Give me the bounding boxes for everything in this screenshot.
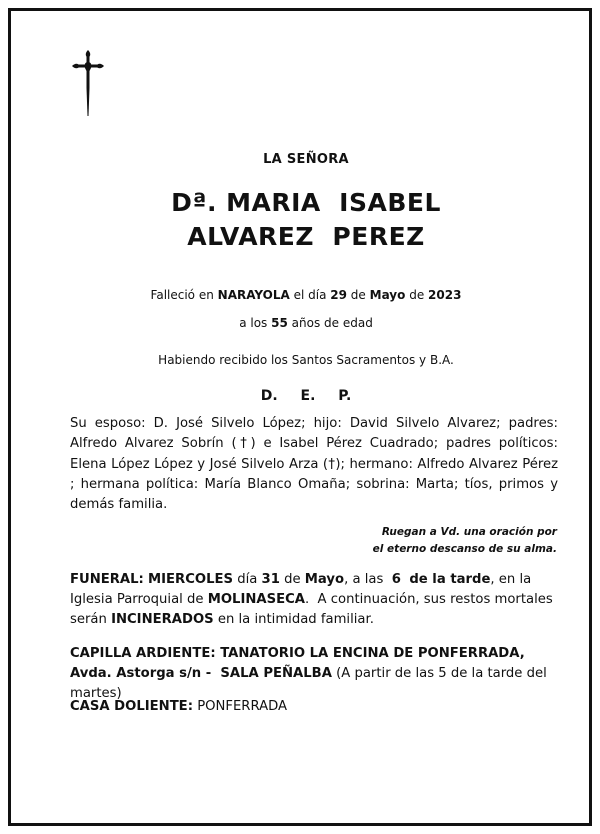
page-title: LA SEÑORA <box>263 152 349 167</box>
funeral-label: FUNERAL: <box>70 572 144 587</box>
death-day: 29 <box>330 288 347 302</box>
casa-value: PONFERRADA <box>197 699 288 714</box>
deceased-name <box>60 186 552 254</box>
funeral-info <box>70 570 560 630</box>
death-de-1: de <box>350 288 366 302</box>
name-line-1: Dª. MARIA ISABEL <box>171 188 441 217</box>
funeral-text-3: , a las <box>344 572 384 587</box>
name-line-2: ALVAREZ PEREZ <box>187 222 425 251</box>
prayer-line-2: el eterno descanso de su alma. <box>372 543 557 555</box>
sacraments-text: Habiendo recibido los Santos Sacramentos y B.A. <box>158 353 454 367</box>
casa-label: CASA DOLIENTE: <box>70 699 193 714</box>
death-place: NARAYOLA <box>217 288 290 302</box>
death-prefix: Falleció en <box>150 288 214 302</box>
capilla-location: CAPILLA ARDIENTE: TANATORIO LA ENCINA DE PONFERRADA, Avda. Astorga s/n - SALA PEÑALBA <box>70 646 530 681</box>
death-info <box>60 288 552 302</box>
dep-text: D. E. P. <box>260 388 352 404</box>
family-text: Su esposo: D. José Silvelo López; hijo: David Silvelo Alvarez; padres: Alfredo Alvarez Sobrín (†) e Isabel Pérez Cuadrado; padres políticos: Elena López López y José Silvelo Arza (†); hermano: Alfredo Alvarez Pérez ; hermana política: María Blanco Omaña; sobrina: Marta; tíos, primos y demás familia. <box>70 416 558 513</box>
capilla-note: (A partir de las 5 de la tarde del martes) <box>70 666 547 701</box>
funeral-text-5: . A continuación, sus restos mortales serán <box>70 592 557 627</box>
age-info <box>60 316 552 330</box>
funeral-day: 31 <box>261 572 280 587</box>
death-de-2: de <box>409 288 425 302</box>
funeral-text-4: , en la Iglesia Parroquial de <box>70 572 532 607</box>
prayer-text <box>300 524 557 558</box>
capilla-info <box>70 644 560 704</box>
funeral-weekday: MIERCOLES <box>148 572 234 587</box>
funeral-text-6: en la intimidad familiar. <box>217 612 374 627</box>
funeral-hour: 6 <box>391 572 401 587</box>
funeral-text-2: de <box>284 572 301 587</box>
death-day-word: el día <box>293 288 327 302</box>
cross-icon <box>70 48 106 120</box>
age-prefix: a los <box>239 316 268 330</box>
death-year: 2023 <box>428 288 462 302</box>
prayer-line-1: Ruegan a Vd. una oración por <box>381 526 557 538</box>
funeral-status: INCINERADOS <box>111 612 214 627</box>
casa-info <box>70 697 560 717</box>
death-month: Mayo <box>369 288 406 302</box>
funeral-text-1: día <box>237 572 258 587</box>
funeral-church-place: MOLINASECA <box>207 592 305 607</box>
funeral-time-label: de la tarde <box>409 572 491 587</box>
age-value: 55 <box>271 316 288 330</box>
age-suffix: años de edad <box>291 316 373 330</box>
funeral-month: Mayo <box>304 572 345 587</box>
